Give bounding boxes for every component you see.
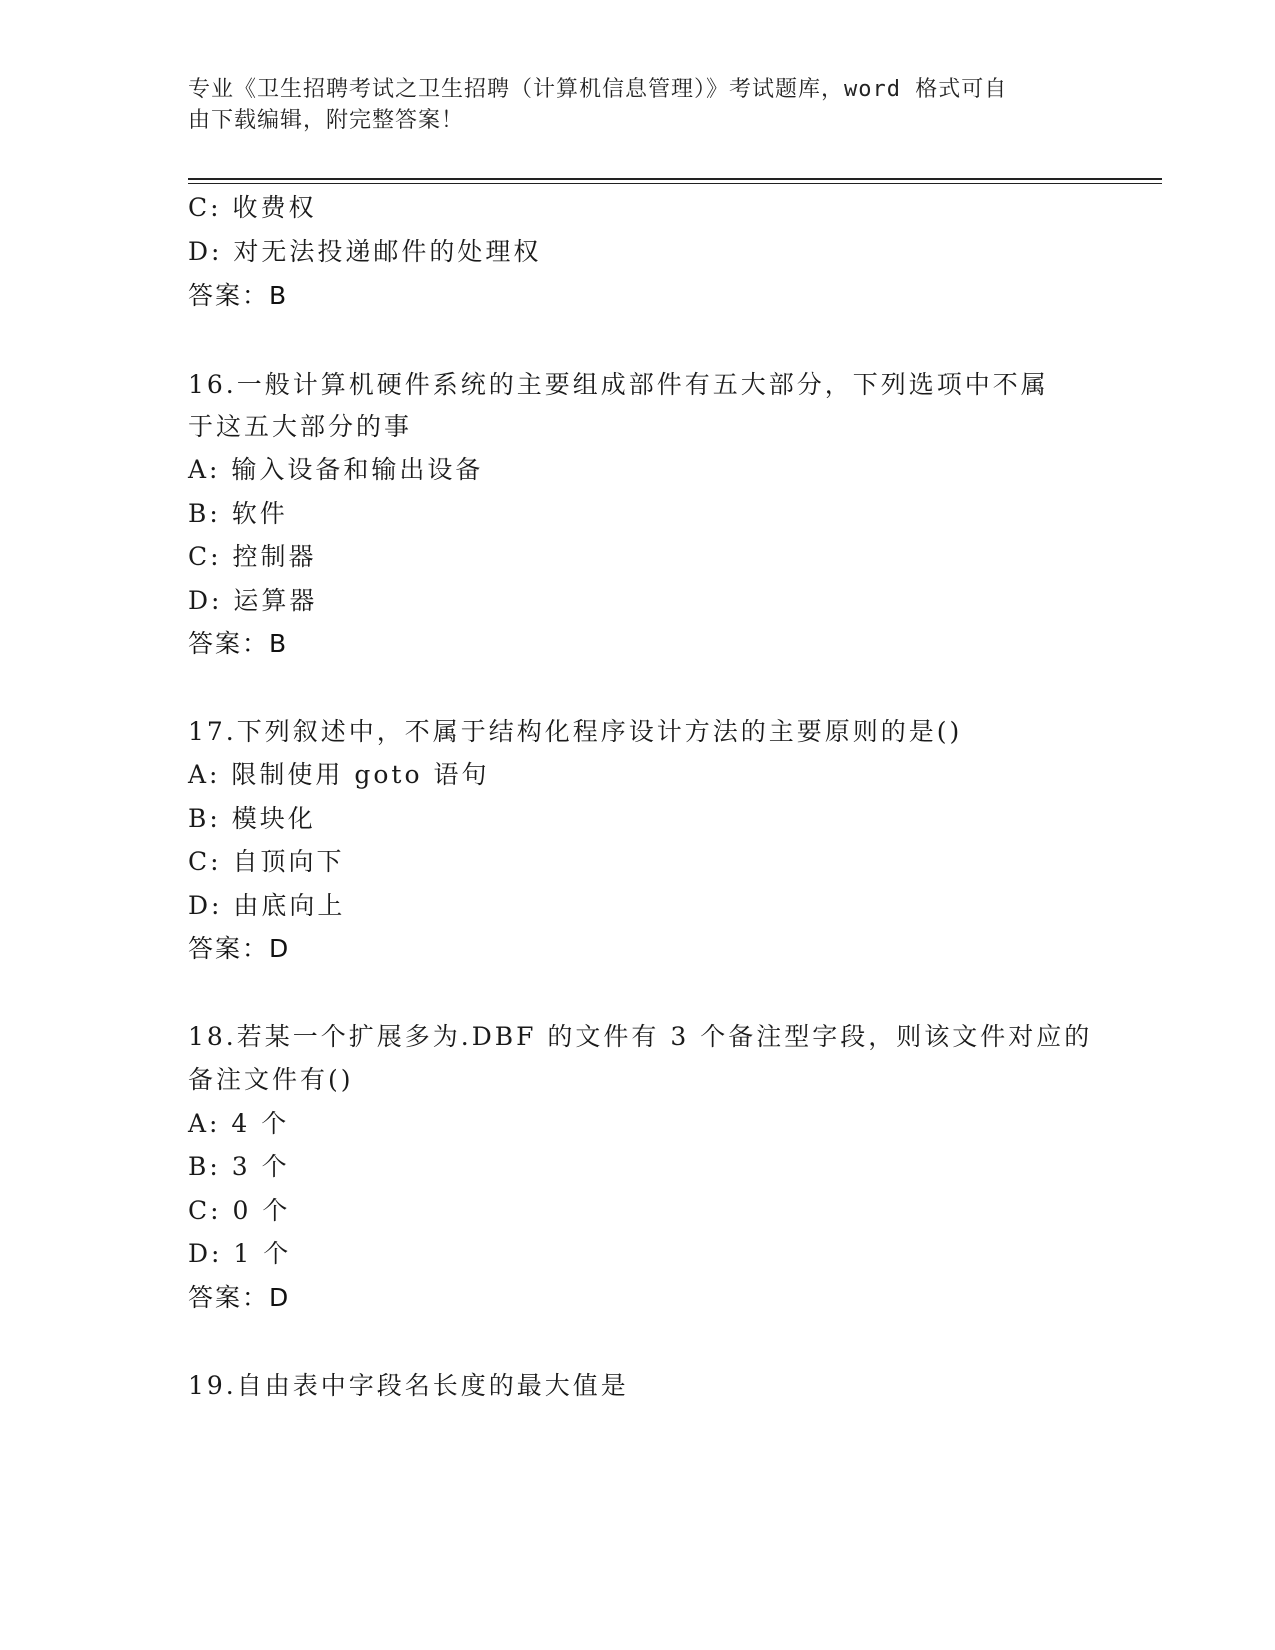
q18-answer: 答案：D <box>188 1283 291 1312</box>
q15-option-d: D: 对无法投递邮件的处理权 <box>188 237 542 266</box>
q16-answer: 答案：B <box>188 629 289 658</box>
q16-option-d: D: 运算器 <box>188 586 318 615</box>
q15-option-c: C: 收费权 <box>188 193 317 222</box>
q17-option-b: B: 模块化 <box>188 804 316 833</box>
q17-option-a: A: 限制使用 goto 语句 <box>188 760 490 789</box>
q16-option-a: A: 输入设备和输出设备 <box>188 455 484 484</box>
q19-stem-line-1: 19.自由表中字段名长度的最大值是 <box>188 1371 629 1400</box>
q17-option-d: D: 由底向上 <box>188 891 346 920</box>
q18-stem-line-2: 备注文件有() <box>188 1065 354 1094</box>
q18-option-d: D: 1 个 <box>188 1239 292 1268</box>
q16-option-b: B: 软件 <box>188 499 288 528</box>
q17-answer: 答案：D <box>188 934 291 963</box>
header-line-1: 专业《卫生招聘考试之卫生招聘（计算机信息管理）》考试题库，word 格式可自 <box>188 77 1008 102</box>
q17-stem-line-1: 17.下列叙述中，不属于结构化程序设计方法的主要原则的是() <box>188 717 963 746</box>
header-line-2: 由下载编辑，附完整答案！ <box>188 108 465 133</box>
q16-stem-line-2: 于这五大部分的事 <box>188 412 413 441</box>
q18-stem-line-1: 18.若某一个扩展多为.DBF 的文件有 3 个备注型字段，则该文件对应的 <box>188 1022 1093 1051</box>
q16-option-c: C: 控制器 <box>188 542 317 571</box>
header-divider-thin <box>188 183 1162 184</box>
q18-option-c: C: 0 个 <box>188 1196 291 1225</box>
q17-option-c: C: 自顶向下 <box>188 847 345 876</box>
q15-answer: 答案：B <box>188 281 289 310</box>
q16-stem-line-1: 16.一般计算机硬件系统的主要组成部件有五大部分，下列选项中不属 <box>188 370 1049 399</box>
header-divider-thick <box>188 178 1162 180</box>
q18-option-b: B: 3 个 <box>188 1152 290 1181</box>
q18-option-a: A: 4 个 <box>188 1109 290 1138</box>
document-header <box>188 74 1068 136</box>
